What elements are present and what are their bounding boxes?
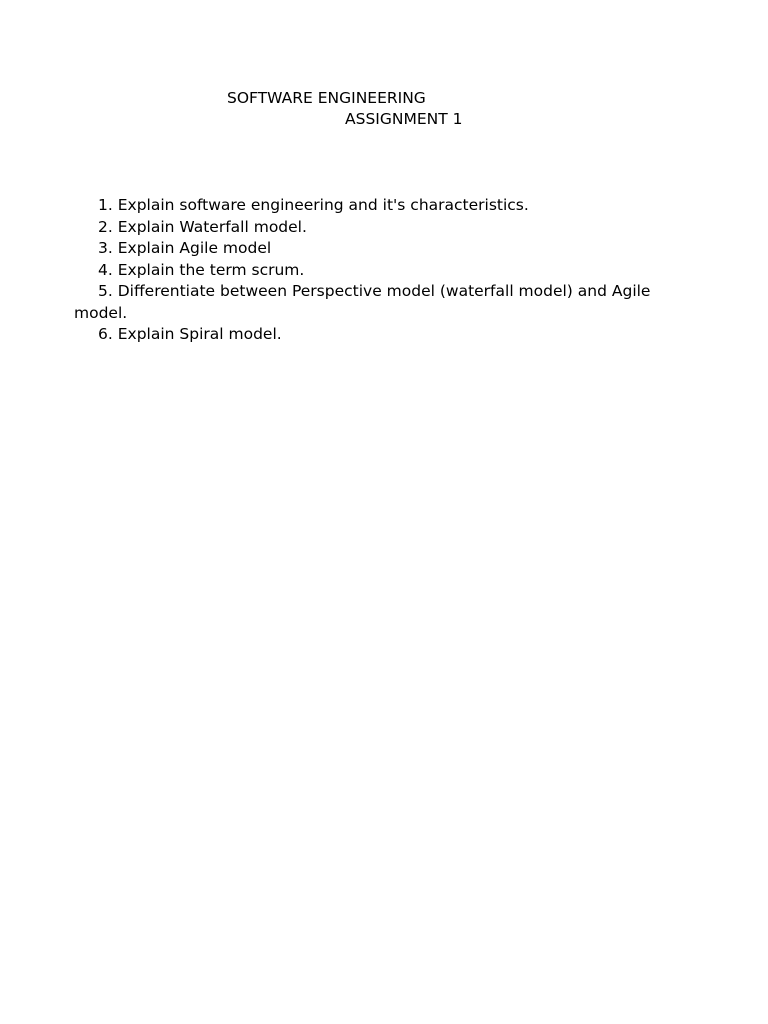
list-item [74, 281, 674, 324]
question-text: Explain Spiral model. [117, 325, 282, 343]
list-item [74, 217, 674, 239]
question-number: 4. [98, 260, 113, 279]
question-number: 3. [98, 239, 113, 257]
list-item [74, 238, 674, 260]
list-item [74, 260, 674, 282]
question-text: Explain Agile model [117, 239, 272, 257]
question-number: 1. [98, 196, 113, 214]
list-item [74, 324, 674, 346]
question-number: 5. [98, 282, 113, 300]
question-text: Explain software engineering and it's characteristics. [117, 196, 529, 214]
document-subtitle: ASSIGNMENT 1 [345, 110, 463, 128]
document-title: SOFTWARE ENGINEERING [227, 89, 426, 107]
question-text: Explain the term scrum. [117, 260, 305, 279]
list-item [74, 195, 674, 217]
question-text: Differentiate between Perspective model (waterfall model) and Agile model. [74, 282, 651, 322]
question-text: Explain Waterfall model. [117, 217, 307, 236]
question-list [74, 195, 674, 346]
question-number: 2. [98, 217, 113, 236]
question-number: 6. [98, 325, 113, 343]
